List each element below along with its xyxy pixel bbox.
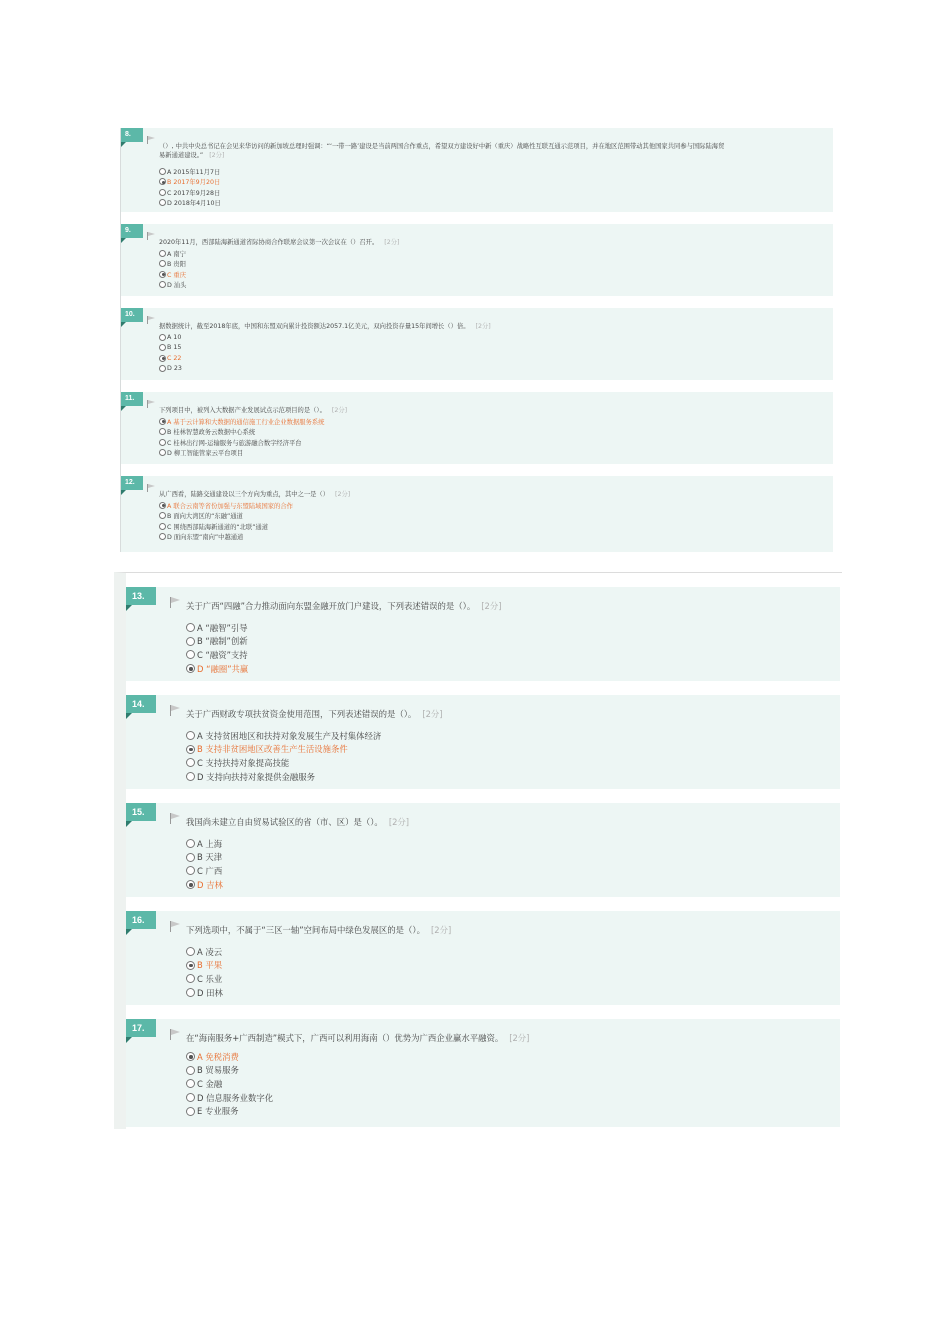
- answer-options: [186, 1050, 273, 1118]
- radio-icon[interactable]: [159, 168, 166, 175]
- question-stem: 在“海南服务+广西制造”模式下，广西可以利用海南（）优势为广西企业赢水平融资。 [2分]: [186, 1033, 530, 1043]
- radio-icon[interactable]: [186, 961, 195, 970]
- question-score: [2分]: [430, 925, 452, 935]
- answer-option-c[interactable]: C 乐业: [186, 972, 223, 986]
- question-number: 10.: [121, 308, 143, 322]
- question-number: 9.: [121, 224, 143, 238]
- answer-option-c[interactable]: C 桂林出行网-运输服务与旅游融合数字经济平台: [159, 437, 324, 448]
- radio-icon[interactable]: [186, 880, 195, 889]
- answer-option-d[interactable]: D 支持向扶持对象提供金融服务: [186, 770, 381, 784]
- question-card: [126, 587, 840, 681]
- radio-icon[interactable]: [186, 745, 195, 754]
- radio-icon[interactable]: [159, 512, 166, 519]
- radio-icon[interactable]: [159, 523, 166, 530]
- radio-icon[interactable]: [186, 974, 195, 983]
- question-card: [121, 224, 833, 296]
- radio-icon[interactable]: [186, 758, 195, 767]
- answer-option-c[interactable]: C 广西: [186, 864, 223, 878]
- radio-icon[interactable]: [186, 839, 195, 848]
- question-score: [2分]: [422, 709, 443, 719]
- question-score: [2分]: [384, 239, 400, 246]
- answer-options: [159, 248, 186, 290]
- question-panel-1: [120, 128, 833, 552]
- answer-option-d[interactable]: D 2018年4月10日: [159, 198, 221, 209]
- radio-icon[interactable]: [186, 947, 195, 956]
- radio-icon[interactable]: [159, 439, 166, 446]
- question-stem: 关于广西财政专项扶贫资金使用范围，下列表述错误的是（）。 [2分]: [186, 709, 443, 719]
- question-stem: 我国尚未建立自由贸易试验区的省（市、区）是（）。 [2分]: [186, 817, 410, 827]
- question-number: 8.: [121, 128, 143, 142]
- radio-icon[interactable]: [159, 533, 166, 540]
- radio-icon[interactable]: [186, 664, 195, 673]
- answer-option-b[interactable]: B 天津: [186, 851, 223, 865]
- question-card: [126, 1019, 840, 1127]
- question-card: [126, 911, 840, 1005]
- radio-icon[interactable]: [159, 281, 166, 288]
- question-card: [121, 308, 833, 380]
- answer-option-b[interactable]: B 2017年9月20日: [159, 177, 221, 188]
- answer-option-c[interactable]: C 重庆: [159, 269, 186, 280]
- radio-icon[interactable]: [186, 731, 195, 740]
- question-score: [2分]: [481, 601, 502, 611]
- answer-option-b[interactable]: B 桂林智慧政务云数据中心系统: [159, 427, 324, 438]
- answer-option-a[interactable]: A 南宁: [159, 248, 186, 259]
- question-score: [2分]: [475, 323, 491, 330]
- radio-icon[interactable]: [159, 428, 166, 435]
- answer-options: [159, 332, 182, 374]
- radio-icon[interactable]: [159, 365, 166, 372]
- answer-option-a[interactable]: A 支持贫困地区和扶持对象发展生产及村集体经济: [186, 729, 381, 743]
- question-panel-2: [114, 572, 842, 1129]
- question-number: 11.: [121, 392, 143, 406]
- answer-option-d[interactable]: D 汕头: [159, 280, 186, 291]
- radio-icon[interactable]: [159, 260, 166, 267]
- answer-option-a[interactable]: A 2015年11月7日: [159, 166, 221, 177]
- answer-option-a[interactable]: A 上海: [186, 837, 223, 851]
- answer-option-a[interactable]: A “融智”引导: [186, 621, 248, 635]
- radio-icon[interactable]: [159, 271, 166, 278]
- radio-icon[interactable]: [186, 1093, 195, 1102]
- answer-option-a[interactable]: A 免税消费: [186, 1050, 273, 1064]
- radio-icon[interactable]: [159, 178, 166, 185]
- radio-icon[interactable]: [159, 355, 166, 362]
- answer-option-c[interactable]: C 围绕西部陆海新通道的“北联”通道: [159, 521, 293, 532]
- question-score: [2分]: [209, 152, 225, 159]
- question-stem: 下列项目中，被列入大数据产业发展试点示范项目的是（）。 [2分]: [159, 407, 348, 414]
- answer-option-b[interactable]: B 贵阳: [159, 259, 186, 270]
- question-stem: 下列选项中，不属于“三区一轴”空间布局中绿色发展区的是（）。 [2分]: [186, 925, 452, 935]
- radio-icon[interactable]: [159, 344, 166, 351]
- answer-option-b[interactable]: B 面向大湾区的“东融”通道: [159, 511, 293, 522]
- answer-option-b[interactable]: B 贸易服务: [186, 1064, 273, 1078]
- answer-option-d[interactable]: D 柳工智能管家云平台项目: [159, 448, 324, 459]
- radio-icon[interactable]: [186, 1052, 195, 1061]
- radio-icon[interactable]: [159, 418, 166, 425]
- answer-option-d[interactable]: D 吉林: [186, 878, 223, 892]
- question-stem: 据数据统计，截至2018年底，中国和东盟双向累计投资额达2057.1亿美元，双向投资存量15年间增长（）倍。 [2分]: [159, 323, 491, 330]
- answer-option-e[interactable]: E 专业服务: [186, 1104, 273, 1118]
- question-stem: 2020年11月，西部陆海新通道省际协商合作联席会议第一次会议在（）召开。 [2分]: [159, 239, 400, 246]
- radio-icon[interactable]: [159, 334, 166, 341]
- answer-option-a[interactable]: A 基于云计算和大数据的通信施工行业企业数据服务系统: [159, 416, 324, 427]
- answer-options: [186, 729, 381, 783]
- answer-options: [159, 500, 293, 542]
- radio-icon[interactable]: [186, 637, 195, 646]
- radio-icon[interactable]: [159, 189, 166, 196]
- question-stem: 从广西看，陆路交通建设以三个方向为重点，其中之一是（） [2分]: [159, 491, 351, 498]
- answer-option-c[interactable]: C 支持扶持对象提高技能: [186, 756, 381, 770]
- question-score: [2分]: [509, 1033, 530, 1043]
- question-number: 16.: [126, 911, 156, 929]
- answer-options: [159, 416, 324, 458]
- question-number: 14.: [126, 695, 156, 713]
- radio-icon[interactable]: [159, 199, 166, 206]
- question-score: [2分]: [335, 491, 351, 498]
- question-number: 17.: [126, 1019, 156, 1037]
- question-score: [2分]: [388, 817, 410, 827]
- answer-option-b[interactable]: B 平果: [186, 959, 223, 973]
- question-stem-continued: 易新通道建设。” [2分]: [159, 152, 225, 159]
- answer-option-d[interactable]: D 面向东盟“南向”中越通道: [159, 532, 293, 543]
- question-card: [126, 695, 840, 789]
- answer-options: [186, 837, 223, 891]
- question-card: [121, 128, 833, 212]
- question-number: 15.: [126, 803, 156, 821]
- question-number: 12.: [121, 476, 143, 490]
- question-card: [121, 392, 833, 464]
- answer-option-a[interactable]: A 联合云南等省份加强与东盟陆域国家的合作: [159, 500, 293, 511]
- question-stem: （）, 中共中央总书记在会见来华访问的新加坡总理时强调：“‘一带一路’建设是当前两国合作重点，希望双方建设好中新（重庆）战略性互联互通示范项目，并在地区范围带动其他国家共同参与国际陆海贸: [159, 143, 725, 150]
- answer-option-c[interactable]: C “融资”支持: [186, 648, 248, 662]
- answer-option-d[interactable]: D 田林: [186, 986, 223, 1000]
- answer-option-c[interactable]: C 22: [159, 353, 182, 364]
- question-stem: 关于广西“四融”合力推动面向东盟金融开放门户建设，下列表述错误的是（）。 [2分]: [186, 601, 502, 611]
- answer-option-c[interactable]: C 金融: [186, 1077, 273, 1091]
- radio-icon[interactable]: [186, 650, 195, 659]
- radio-icon[interactable]: [186, 853, 195, 862]
- answer-options: [186, 621, 248, 675]
- answer-option-b[interactable]: B “融制”创新: [186, 635, 248, 649]
- question-number: 13.: [126, 587, 156, 605]
- radio-icon[interactable]: [159, 449, 166, 456]
- answer-option-c[interactable]: C 2017年9月28日: [159, 187, 221, 198]
- answer-option-d[interactable]: D 23: [159, 364, 182, 375]
- radio-icon[interactable]: [186, 866, 195, 875]
- radio-icon[interactable]: [186, 623, 195, 632]
- radio-icon[interactable]: [186, 988, 195, 997]
- radio-icon[interactable]: [186, 772, 195, 781]
- answer-option-b[interactable]: B 15: [159, 343, 182, 354]
- radio-icon[interactable]: [159, 502, 166, 509]
- question-card: [126, 803, 840, 897]
- question-card: [121, 476, 833, 552]
- question-score: [2分]: [331, 407, 348, 414]
- radio-icon[interactable]: [186, 1079, 195, 1088]
- answer-option-d[interactable]: D “融圈”共赢: [186, 662, 248, 676]
- answer-options: [159, 166, 221, 208]
- radio-icon[interactable]: [186, 1066, 195, 1075]
- answer-option-d[interactable]: D 信息服务业数字化: [186, 1091, 273, 1105]
- answer-option-a[interactable]: A 凌云: [186, 945, 223, 959]
- answer-options: [186, 945, 223, 999]
- radio-icon[interactable]: [186, 1107, 195, 1116]
- answer-option-a[interactable]: A 10: [159, 332, 182, 343]
- answer-option-b[interactable]: B 支持非贫困地区改善生产生活设施条件: [186, 743, 381, 757]
- radio-icon[interactable]: [159, 250, 166, 257]
